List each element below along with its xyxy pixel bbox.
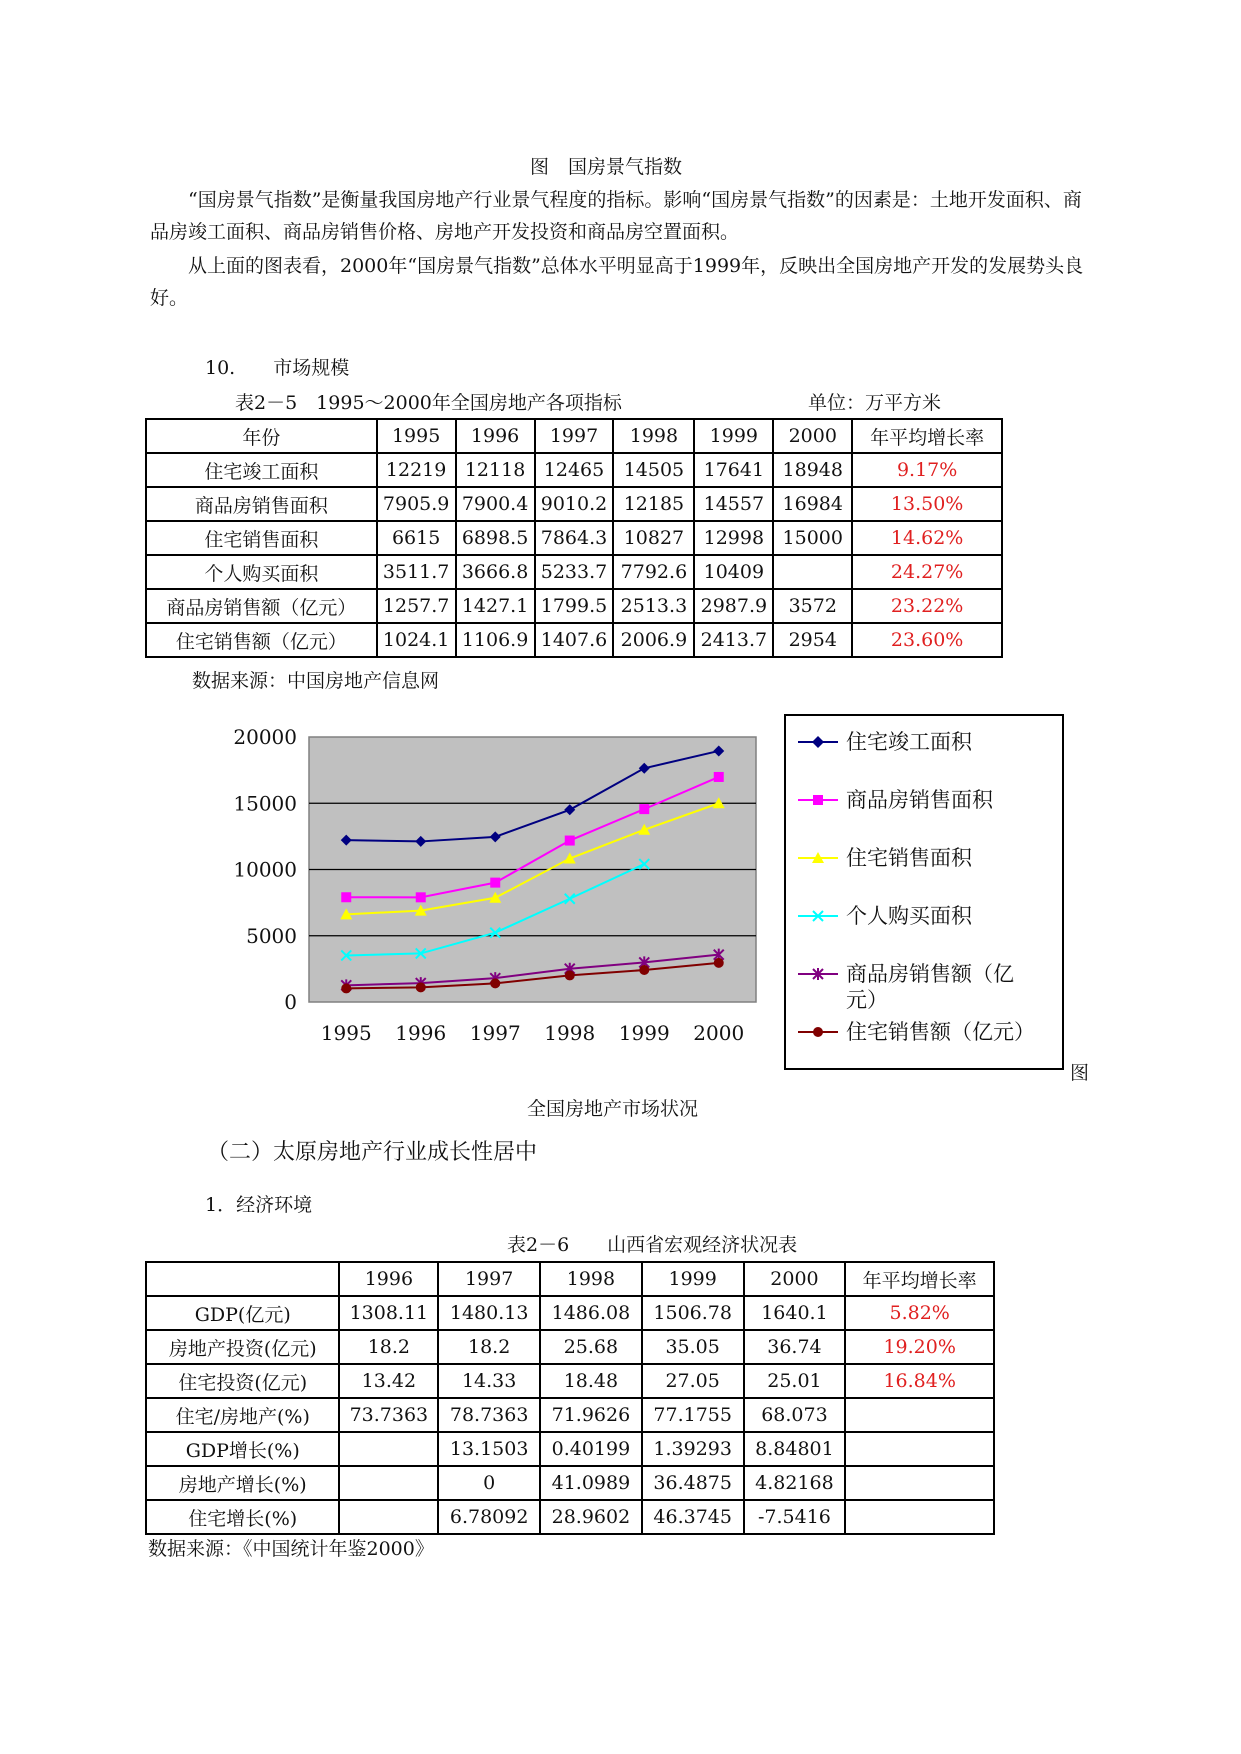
- table-cell: 18.48: [540, 1364, 642, 1398]
- y-tick-label: 20000: [233, 725, 297, 749]
- table-header-row: [146, 1262, 994, 1296]
- row-label: 房地产增长(%): [146, 1466, 339, 1500]
- square-point: [639, 804, 649, 814]
- table-cell: 3572: [773, 589, 852, 623]
- table-cell: 68.073: [744, 1398, 846, 1432]
- table-cell: 13.1503: [438, 1432, 540, 1466]
- table-2-6-source: 数据来源：《中国统计年鉴2000》: [148, 1538, 434, 1560]
- table-header-row: [146, 419, 1002, 453]
- x-tick-label: 1996: [395, 1021, 447, 1045]
- y-axis: [233, 725, 297, 1014]
- table-cell: 35.05: [642, 1330, 744, 1364]
- table-2-5-source: 数据来源：中国房地产信息网: [192, 670, 440, 692]
- table-2-5: [145, 418, 1003, 658]
- table-cell: 2513.3: [613, 589, 694, 623]
- table-cell: 1799.5: [535, 589, 614, 623]
- header-cell: 年平均增长率: [845, 1262, 994, 1296]
- table-cell: [339, 1432, 438, 1466]
- legend-label: 住宅销售额（亿元）: [846, 1020, 1035, 1044]
- row-label: 住宅增长(%): [146, 1500, 339, 1534]
- growth-rate-cell: 16.84%: [845, 1364, 994, 1398]
- legend-label: 商品房销售额（亿: [846, 962, 1014, 986]
- table-cell: 77.1755: [642, 1398, 744, 1432]
- table-row: [146, 1296, 994, 1330]
- table-cell: 27.05: [642, 1364, 744, 1398]
- table-cell: [339, 1466, 438, 1500]
- growth-rate-cell: 23.60%: [852, 623, 1002, 657]
- header-cell: 年平均增长率: [852, 419, 1002, 453]
- square-point: [714, 772, 724, 782]
- table-cell: [845, 1500, 994, 1534]
- header-cell: 2000: [744, 1262, 846, 1296]
- table-cell: [339, 1500, 438, 1534]
- table-cell: 25.68: [540, 1330, 642, 1364]
- row-label: GDP增长(%): [146, 1432, 339, 1466]
- legend-label: 住宅竣工面积: [846, 730, 972, 754]
- table-row: [146, 1330, 994, 1364]
- circle-point: [416, 982, 426, 992]
- header-cell: [146, 1262, 339, 1296]
- table-2-5-unit: 单位：万平方米: [808, 392, 942, 414]
- table-row: [146, 487, 1002, 521]
- table-cell: 5233.7: [535, 555, 614, 589]
- table-cell: 1480.13: [438, 1296, 540, 1330]
- x-tick-label: 1995: [320, 1021, 372, 1045]
- header-cell: 1996: [339, 1262, 438, 1296]
- header-cell: 1996: [456, 419, 535, 453]
- table-cell: 1486.08: [540, 1296, 642, 1330]
- table-cell: 18948: [773, 453, 852, 487]
- row-label: 住宅/房地产(%): [146, 1398, 339, 1432]
- legend-label: 商品房销售面积: [846, 788, 993, 812]
- row-label: 房地产投资(亿元): [146, 1330, 339, 1364]
- header-cell: 2000: [773, 419, 852, 453]
- table-cell: 12998: [694, 521, 773, 555]
- table-cell: 13.42: [339, 1364, 438, 1398]
- table-row: [146, 1398, 994, 1432]
- circle-point: [714, 958, 724, 968]
- y-tick-label: 10000: [233, 857, 297, 882]
- table-cell: 36.4875: [642, 1466, 744, 1500]
- table-cell: 7792.6: [613, 555, 694, 589]
- x-tick-label: 1999: [618, 1021, 670, 1045]
- square-point: [565, 836, 575, 846]
- table-cell: 12465: [535, 453, 614, 487]
- row-label: 住宅销售额（亿元）: [146, 623, 377, 657]
- table-cell: 2987.9: [694, 589, 773, 623]
- table-cell: 3511.7: [377, 555, 456, 589]
- table-cell: [773, 555, 852, 589]
- y-tick-label: 0: [284, 990, 297, 1014]
- legend-marker-x-icon: [796, 902, 842, 930]
- table-2-5-title: 表2－5 1995～2000年全国房地产各项指标: [235, 392, 622, 414]
- table-cell: 73.7363: [339, 1398, 438, 1432]
- circle-point: [341, 983, 351, 993]
- table-cell: 14505: [613, 453, 694, 487]
- table-cell: 9010.2: [535, 487, 614, 521]
- legend-marker-square-icon: [796, 786, 842, 814]
- square-point: [416, 892, 426, 902]
- row-label: 个人购买面积: [146, 555, 377, 589]
- table-cell: 12118: [456, 453, 535, 487]
- table-cell: 71.9626: [540, 1398, 642, 1432]
- table-row: [146, 1500, 994, 1534]
- table-cell: 6.78092: [438, 1500, 540, 1534]
- x-axis: [321, 1021, 744, 1045]
- table-cell: 12219: [377, 453, 456, 487]
- market-line-chart: [210, 720, 770, 1060]
- x-tick-label: 2000: [693, 1021, 745, 1045]
- legend-marker-circle-icon: [796, 1018, 842, 1046]
- growth-rate-cell: 24.27%: [852, 555, 1002, 589]
- section-2-1-heading: 1．经济环境: [205, 1194, 313, 1216]
- header-cell: 1997: [535, 419, 614, 453]
- growth-rate-cell: 5.82%: [845, 1296, 994, 1330]
- table-row: [146, 1432, 994, 1466]
- row-label: GDP(亿元): [146, 1296, 339, 1330]
- square-point: [341, 892, 351, 902]
- table-cell: 15000: [773, 521, 852, 555]
- table-cell: 25.01: [744, 1364, 846, 1398]
- table-cell: 36.74: [744, 1330, 846, 1364]
- table-cell: 3666.8: [456, 555, 535, 589]
- table-cell: 16984: [773, 487, 852, 521]
- legend-label: 住宅销售面积: [846, 846, 972, 870]
- legend-marker-star-icon: [796, 960, 842, 988]
- figure-caption-top: 图 国房景气指数: [530, 156, 683, 178]
- row-label: 商品房销售额（亿元）: [146, 589, 377, 623]
- legend-marker-diamond-icon: [796, 728, 842, 756]
- table-2-6-title: 表2－6 山西省宏观经济状况表: [507, 1234, 798, 1256]
- table-cell: 10409: [694, 555, 773, 589]
- section-2-heading: （二）太原房地产行业成长性居中: [207, 1140, 538, 1165]
- table-cell: 41.0989: [540, 1466, 642, 1500]
- header-cell: 1998: [540, 1262, 642, 1296]
- circle-point: [565, 970, 575, 980]
- table-cell: [845, 1466, 994, 1500]
- table-cell: 7864.3: [535, 521, 614, 555]
- header-cell: 1997: [438, 1262, 540, 1296]
- y-tick-label: 15000: [233, 791, 297, 816]
- table-row: [146, 555, 1002, 589]
- table-cell: 1.39293: [642, 1432, 744, 1466]
- row-label: 商品房销售面积: [146, 487, 377, 521]
- figure-mark: 图: [1070, 1062, 1090, 1084]
- table-cell: 1024.1: [377, 623, 456, 657]
- chart-legend: [784, 714, 1064, 1070]
- legend-marker-triangle-icon: [796, 844, 842, 872]
- table-row: [146, 1466, 994, 1500]
- table-cell: 18.2: [438, 1330, 540, 1364]
- chart-caption: 全国房地产市场状况: [527, 1098, 699, 1120]
- table-cell: 1407.6: [535, 623, 614, 657]
- table-cell: 46.3745: [642, 1500, 744, 1534]
- table-cell: 6615: [377, 521, 456, 555]
- table-cell: 1506.78: [642, 1296, 744, 1330]
- table-cell: 18.2: [339, 1330, 438, 1364]
- table-cell: 0.40199: [540, 1432, 642, 1466]
- header-cell: 1999: [694, 419, 773, 453]
- table-cell: 12185: [613, 487, 694, 521]
- table-cell: 17641: [694, 453, 773, 487]
- row-label: 住宅销售面积: [146, 521, 377, 555]
- table-cell: 78.7363: [438, 1398, 540, 1432]
- row-label: 住宅投资(亿元): [146, 1364, 339, 1398]
- table-2-6: [145, 1261, 995, 1535]
- table-cell: 1308.11: [339, 1296, 438, 1330]
- growth-rate-cell: 23.22%: [852, 589, 1002, 623]
- table-cell: 2006.9: [613, 623, 694, 657]
- table-cell: 14557: [694, 487, 773, 521]
- table-cell: 8.84801: [744, 1432, 846, 1466]
- table-cell: 28.9602: [540, 1500, 642, 1534]
- table-cell: 1640.1: [744, 1296, 846, 1330]
- header-cell: 1999: [642, 1262, 744, 1296]
- table-cell: 7905.9: [377, 487, 456, 521]
- square-point: [490, 878, 500, 888]
- table-cell: 1427.1: [456, 589, 535, 623]
- header-cell: 年份: [146, 419, 377, 453]
- section-10-heading: 10. 市场规模: [205, 357, 350, 379]
- circle-point: [490, 978, 500, 988]
- table-cell: 1106.9: [456, 623, 535, 657]
- y-tick-label: 5000: [246, 923, 297, 948]
- growth-rate-cell: 14.62%: [852, 521, 1002, 555]
- legend-label: 个人购买面积: [846, 904, 972, 928]
- table-cell: 2954: [773, 623, 852, 657]
- table-row: [146, 521, 1002, 555]
- table-row: [146, 623, 1002, 657]
- table-cell: 10827: [613, 521, 694, 555]
- table-cell: -7.5416: [744, 1500, 846, 1534]
- x-tick-label: 1997: [469, 1021, 521, 1045]
- circle-point: [639, 965, 649, 975]
- table-cell: 2413.7: [694, 623, 773, 657]
- header-cell: 1998: [613, 419, 694, 453]
- table-cell: 14.33: [438, 1364, 540, 1398]
- growth-rate-cell: 13.50%: [852, 487, 1002, 521]
- table-row: [146, 453, 1002, 487]
- table-cell: 4.82168: [744, 1466, 846, 1500]
- header-cell: 1995: [377, 419, 456, 453]
- table-cell: 6898.5: [456, 521, 535, 555]
- paragraph-2: 从上面的图表看，2000年“国房景气指数”总体水平明显高于1999年，反映出全国房地产开发的发展势头良好。: [150, 255, 1084, 309]
- x-tick-label: 1998: [544, 1021, 596, 1045]
- paragraph-1: “国房景气指数”是衡量我国房地产行业景气程度的指标。影响“国房景气指数”的因素是：土地开发面积、商品房竣工面积、商品房销售价格、房地产开发投资和商品房空置面积。: [150, 189, 1082, 243]
- table-row: [146, 1364, 994, 1398]
- table-cell: [845, 1432, 994, 1466]
- growth-rate-cell: 9.17%: [852, 453, 1002, 487]
- table-row: [146, 589, 1002, 623]
- table-cell: 1257.7: [377, 589, 456, 623]
- table-cell: 0: [438, 1466, 540, 1500]
- growth-rate-cell: 19.20%: [845, 1330, 994, 1364]
- table-cell: [845, 1398, 994, 1432]
- legend-label-cont: 元）: [846, 988, 888, 1012]
- table-cell: 7900.4: [456, 487, 535, 521]
- row-label: 住宅竣工面积: [146, 453, 377, 487]
